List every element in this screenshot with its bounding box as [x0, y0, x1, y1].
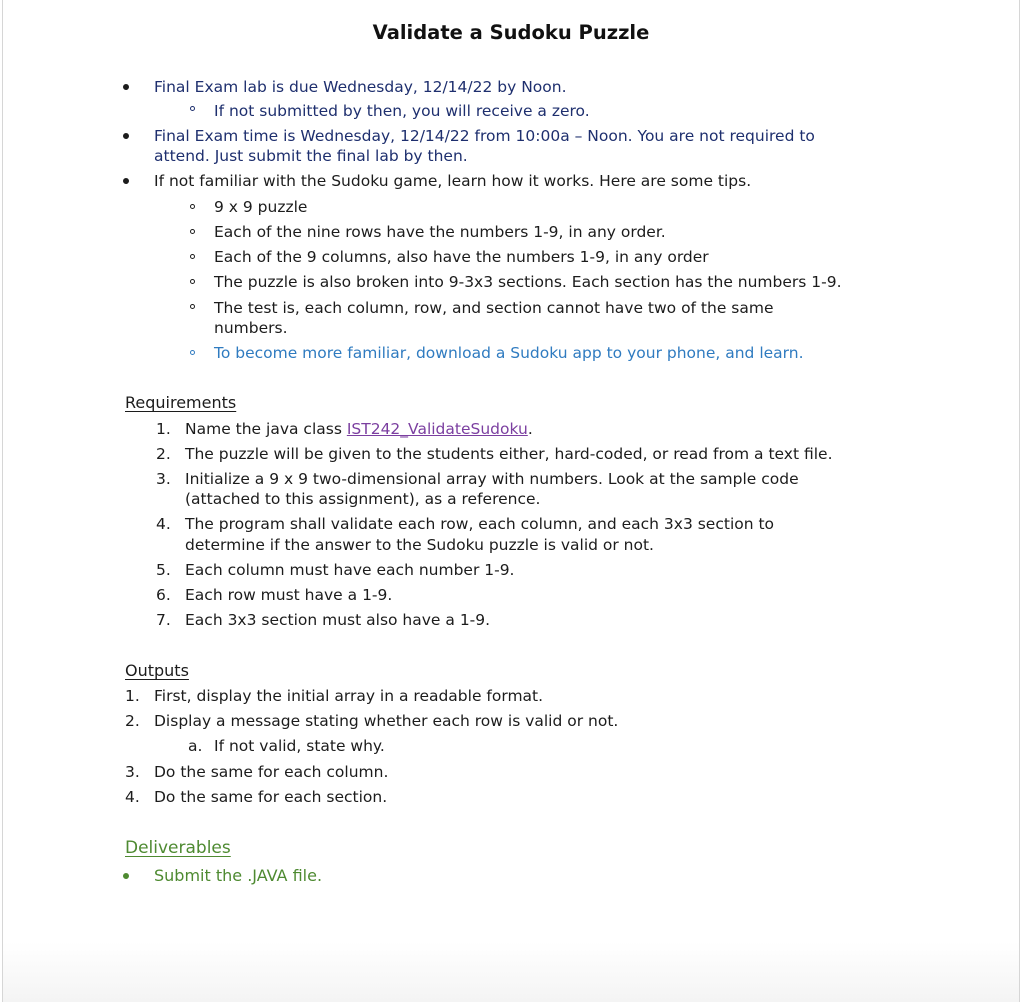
requirement-item-continuation: (attached to this assignment), as a reference.	[185, 490, 541, 508]
page-bottom-shade	[3, 942, 1019, 1002]
tip-item: The test is, each column, row, and section cannot have two of the same	[214, 299, 774, 317]
tip-item-app: To become more familiar, download a Sudoku app to your phone, and learn.	[214, 344, 804, 362]
due-date-text: Final Exam lab is due Wednesday, 12/14/22 by Noon.	[154, 78, 567, 96]
requirement-item: Each row must have a 1-9.	[185, 586, 393, 604]
bullet-icon	[123, 84, 129, 90]
tip-item: Each of the nine rows have the numbers 1-9, in any order.	[214, 223, 666, 241]
circle-bullet-icon	[190, 279, 195, 284]
bullet-icon	[123, 178, 129, 184]
zero-warning-text: If not submitted by then, you will receive a zero.	[214, 102, 590, 120]
circle-bullet-icon	[190, 304, 195, 309]
requirement-item-continuation: determine if the answer to the Sudoku puzzle is valid or not.	[185, 536, 654, 554]
list-number: 4.	[125, 788, 140, 806]
exam-time-text-line1: Final Exam time is Wednesday, 12/14/22 from 10:00a – Noon. You are not required to	[154, 127, 815, 145]
list-letter: a.	[188, 737, 203, 755]
circle-bullet-icon	[190, 106, 195, 111]
output-item: Display a message stating whether each row is valid or not.	[154, 712, 619, 730]
class-name-link[interactable]: IST242_ValidateSudoku	[346, 420, 528, 438]
output-item: Do the same for each section.	[154, 788, 388, 806]
tip-item: Each of the 9 columns, also have the numbers 1-9, in any order	[214, 248, 709, 266]
requirement-text-end: .	[527, 420, 533, 438]
requirement-item: Initialize a 9 x 9 two-dimensional array with numbers. Look at the sample code	[185, 470, 799, 488]
document-title: Validate a Sudoku Puzzle	[372, 21, 650, 44]
tip-item: 9 x 9 puzzle	[214, 198, 308, 216]
list-number: 5.	[156, 561, 171, 579]
circle-bullet-icon	[190, 204, 195, 209]
circle-bullet-icon	[190, 229, 195, 234]
output-item: First, display the initial array in a readable format.	[154, 687, 544, 705]
output-item: Do the same for each column.	[154, 763, 389, 781]
deliverable-item: Submit the .JAVA file.	[154, 866, 323, 885]
list-number: 1.	[125, 687, 140, 705]
list-number: 3.	[156, 470, 171, 488]
tip-item: The puzzle is also broken into 9-3x3 sections. Each section has the numbers 1-9.	[214, 273, 842, 291]
tip-item-continuation: numbers.	[214, 319, 288, 337]
list-number: 2.	[125, 712, 140, 730]
requirement-item: Each column must have each number 1-9.	[185, 561, 515, 579]
list-number: 6.	[156, 586, 171, 604]
bullet-icon	[123, 873, 129, 879]
requirement-item: The program shall validate each row, each column, and each 3x3 section to	[185, 515, 775, 533]
exam-time-text-line2: attend. Just submit the final lab by then.	[154, 147, 468, 165]
requirement-item: The puzzle will be given to the students either, hard-coded, or read from a text file.	[185, 445, 833, 463]
list-number: 7.	[156, 611, 171, 629]
circle-bullet-icon	[190, 254, 195, 259]
requirements-heading: Requirements	[125, 393, 237, 412]
bullet-icon	[123, 133, 129, 139]
list-number: 4.	[156, 515, 171, 533]
requirement-item	[185, 419, 533, 439]
output-subitem: If not valid, state why.	[214, 737, 385, 755]
list-number: 2.	[156, 445, 171, 463]
list-number: 3.	[125, 763, 140, 781]
sudoku-intro-text: If not familiar with the Sudoku game, learn how it works. Here are some tips.	[154, 172, 752, 190]
deliverables-heading: Deliverables	[125, 838, 231, 858]
document-page	[2, 0, 1020, 1002]
requirement-text: Name the java class	[185, 420, 347, 438]
requirement-item: Each 3x3 section must also have a 1-9.	[185, 611, 491, 629]
outputs-heading: Outputs	[125, 661, 189, 680]
circle-bullet-icon	[190, 350, 195, 355]
list-number: 1.	[156, 420, 171, 438]
